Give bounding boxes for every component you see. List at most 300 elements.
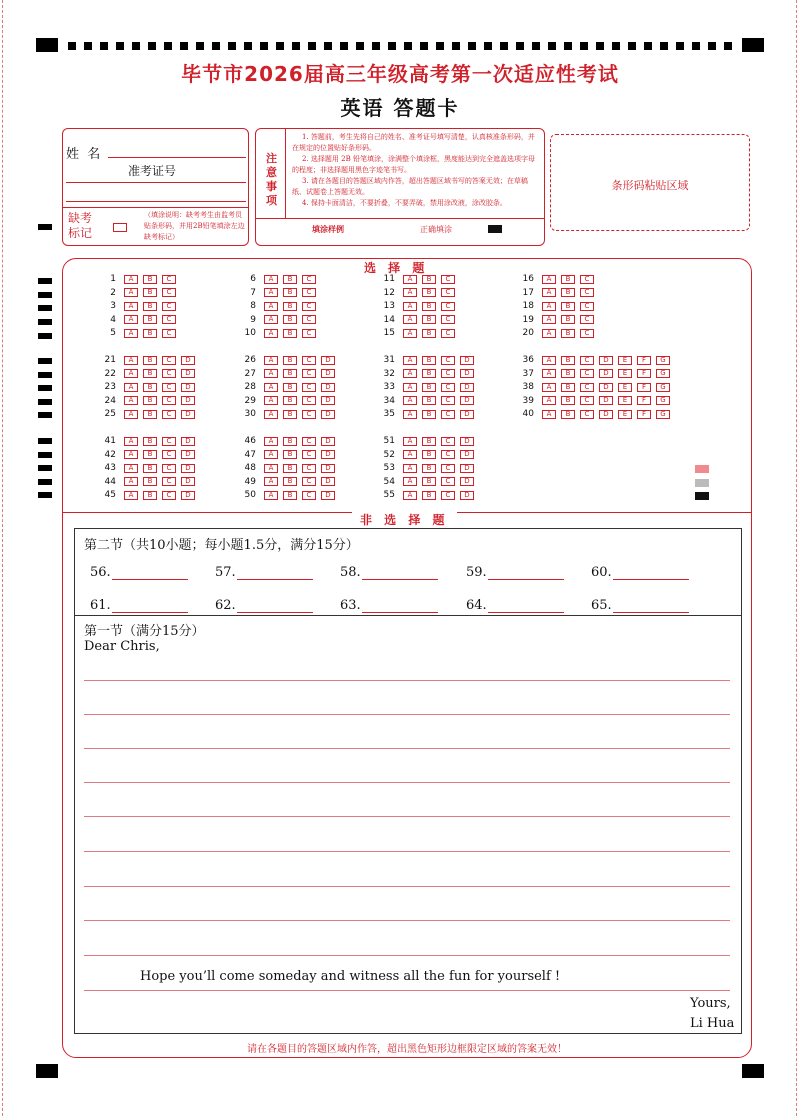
blank-answer-line[interactable]	[112, 579, 188, 580]
mc-question-row	[94, 436, 200, 449]
timing-dash	[68, 42, 76, 50]
answer-bubble-49-D[interactable]: D	[321, 477, 335, 486]
answer-bubble-23-A[interactable]: A	[124, 383, 138, 392]
answer-bubble-2-A[interactable]: A	[124, 288, 138, 297]
answer-bubble-41-D[interactable]: D	[181, 437, 195, 446]
answer-bubble-3-A[interactable]: A	[124, 302, 138, 311]
answer-bubble-37-G[interactable]: G	[656, 369, 670, 378]
absent-note: （填涂说明：缺考考生由监考员贴条形码，并用2B铅笔填涂左边缺考标记）	[144, 211, 245, 241]
answer-bubble-46-C[interactable]: C	[302, 437, 316, 446]
answer-bubble-50-A[interactable]: A	[264, 491, 278, 500]
left-timing-mark	[38, 278, 52, 284]
answer-bubble-31-D[interactable]: D	[460, 356, 474, 365]
answer-bubble-38-G[interactable]: G	[656, 383, 670, 392]
answer-bubble-22-D[interactable]: D	[181, 369, 195, 378]
answer-bubble-40-D[interactable]: D	[599, 410, 613, 419]
answer-bubble-27-D[interactable]: D	[321, 369, 335, 378]
answer-bubble-11-C[interactable]: C	[441, 275, 455, 284]
answer-bubble-39-G[interactable]: G	[656, 396, 670, 405]
mc-question-row	[512, 355, 675, 368]
exam-id-label: 准考证号	[128, 164, 177, 178]
absent-mark-box[interactable]	[113, 223, 127, 232]
mc-question-row	[512, 409, 675, 422]
answer-bubble-35-B[interactable]: B	[422, 410, 436, 419]
letter-greeting: Dear Chris,	[84, 639, 160, 654]
answer-bubble-53-C[interactable]: C	[441, 464, 455, 473]
answer-bubble-37-E[interactable]: E	[618, 369, 632, 378]
answer-bubble-24-D[interactable]: D	[181, 396, 195, 405]
answer-bubble-50-C[interactable]: C	[302, 491, 316, 500]
answer-bubble-11-B[interactable]: B	[422, 275, 436, 284]
answer-bubble-15-B[interactable]: B	[422, 329, 436, 338]
answer-bubble-53-D[interactable]: D	[460, 464, 474, 473]
answer-bubble-4-C[interactable]: C	[162, 315, 176, 324]
mc-question-row	[94, 490, 200, 503]
answer-bubble-41-A[interactable]: A	[124, 437, 138, 446]
answer-bubble-33-D[interactable]: D	[460, 383, 474, 392]
answer-bubble-44-B[interactable]: B	[143, 477, 157, 486]
answer-bubble-48-D[interactable]: D	[321, 464, 335, 473]
answer-bubble-7-C[interactable]: C	[302, 288, 316, 297]
answer-bubble-33-B[interactable]: B	[422, 383, 436, 392]
answer-bubble-38-F[interactable]: F	[637, 383, 651, 392]
answer-bubble-17-C[interactable]: C	[580, 288, 594, 297]
answer-bubble-55-C[interactable]: C	[441, 491, 455, 500]
answer-bubble-46-D[interactable]: D	[321, 437, 335, 446]
answer-bubble-12-C[interactable]: C	[441, 288, 455, 297]
answer-bubble-26-C[interactable]: C	[302, 356, 316, 365]
answer-bubble-14-B[interactable]: B	[422, 315, 436, 324]
answer-bubble-36-F[interactable]: F	[637, 356, 651, 365]
answer-bubble-16-A[interactable]: A	[542, 275, 556, 284]
letter-signoff: Yours,	[690, 996, 731, 1011]
left-edge-guide	[2, 0, 3, 1116]
answer-bubble-44-D[interactable]: D	[181, 477, 195, 486]
answer-bubble-24-C[interactable]: C	[162, 396, 176, 405]
writing-line[interactable]	[84, 920, 730, 921]
answer-bubble-26-A[interactable]: A	[264, 356, 278, 365]
timing-dash	[660, 42, 668, 50]
answer-bubble-17-A[interactable]: A	[542, 288, 556, 297]
answer-bubble-39-F[interactable]: F	[637, 396, 651, 405]
answer-bubble-37-F[interactable]: F	[637, 369, 651, 378]
answer-bubble-25-A[interactable]: A	[124, 410, 138, 419]
answer-bubble-35-D[interactable]: D	[460, 410, 474, 419]
answer-bubble-44-A[interactable]: A	[124, 477, 138, 486]
answer-bubble-3-C[interactable]: C	[162, 302, 176, 311]
answer-bubble-15-C[interactable]: C	[441, 329, 455, 338]
answer-bubble-45-D[interactable]: D	[181, 491, 195, 500]
mc-question-number: 10	[244, 328, 256, 338]
blank-answer-line[interactable]	[362, 612, 438, 613]
mc-question-number: 32	[383, 368, 395, 379]
answer-bubble-31-C[interactable]: C	[441, 356, 455, 365]
answer-bubble-36-C[interactable]: C	[580, 356, 594, 365]
timing-dash	[436, 42, 444, 50]
answer-bubble-29-D[interactable]: D	[321, 396, 335, 405]
blank-answer-line[interactable]	[112, 612, 188, 613]
answer-bubble-3-B[interactable]: B	[143, 302, 157, 311]
answer-bubble-40-E[interactable]: E	[618, 410, 632, 419]
answer-bubble-47-A[interactable]: A	[264, 450, 278, 459]
answer-bubble-4-A[interactable]: A	[124, 315, 138, 324]
timing-dash	[612, 42, 620, 50]
answer-bubble-48-B[interactable]: B	[283, 464, 297, 473]
section2-box	[74, 528, 742, 1034]
answer-bubble-40-F[interactable]: F	[637, 410, 651, 419]
mc-question-number: 49	[244, 476, 256, 487]
mc-question-number: 53	[383, 463, 395, 473]
answer-bubble-34-D[interactable]: D	[460, 396, 474, 405]
answer-bubble-47-C[interactable]: C	[302, 450, 316, 459]
mc-question-row	[512, 369, 675, 382]
blank-answer-line[interactable]	[362, 579, 438, 580]
blank-answer-line[interactable]	[613, 612, 689, 613]
answer-bubble-16-C[interactable]: C	[580, 275, 594, 284]
mc-question-row	[373, 477, 479, 490]
answer-bubble-6-B[interactable]: B	[283, 275, 297, 284]
answer-bubble-38-D[interactable]: D	[599, 383, 613, 392]
answer-bubble-54-C[interactable]: C	[441, 477, 455, 486]
answer-bubble-45-C[interactable]: C	[162, 491, 176, 500]
answer-bubble-45-B[interactable]: B	[143, 491, 157, 500]
answer-bubble-53-B[interactable]: B	[422, 464, 436, 473]
answer-bubble-22-A[interactable]: A	[124, 369, 138, 378]
blank-answer-line[interactable]	[613, 579, 689, 580]
answer-bubble-28-A[interactable]: A	[264, 383, 278, 392]
mc-question-number: 6	[250, 274, 256, 284]
answer-bubble-15-A[interactable]: A	[403, 329, 417, 338]
answer-bubble-19-C[interactable]: C	[580, 315, 594, 324]
answer-bubble-43-B[interactable]: B	[143, 464, 157, 473]
mc-question-row	[373, 463, 479, 476]
answer-bubble-2-C[interactable]: C	[162, 288, 176, 297]
answer-bubble-24-A[interactable]: A	[124, 396, 138, 405]
answer-bubble-51-A[interactable]: A	[403, 437, 417, 446]
timing-dash	[260, 42, 268, 50]
answer-bubble-18-A[interactable]: A	[542, 302, 556, 311]
blank-answer-line[interactable]	[237, 612, 313, 613]
answer-bubble-52-A[interactable]: A	[403, 450, 417, 459]
answer-bubble-32-D[interactable]: D	[460, 369, 474, 378]
answer-bubble-18-C[interactable]: C	[580, 302, 594, 311]
mc-question-row	[94, 328, 181, 341]
writing-line[interactable]	[84, 851, 730, 852]
answer-bubble-52-B[interactable]: B	[422, 450, 436, 459]
answer-bubble-1-A[interactable]: A	[124, 275, 138, 284]
answer-bubble-12-A[interactable]: A	[403, 288, 417, 297]
answer-bubble-39-B[interactable]: B	[561, 396, 575, 405]
blank-answer-line[interactable]	[488, 612, 564, 613]
answer-bubble-51-D[interactable]: D	[460, 437, 474, 446]
mc-question-number: 20	[522, 328, 534, 338]
answer-bubble-25-B[interactable]: B	[143, 410, 157, 419]
answer-bubble-48-C[interactable]: C	[302, 464, 316, 473]
answer-bubble-27-A[interactable]: A	[264, 369, 278, 378]
answer-bubble-43-A[interactable]: A	[124, 464, 138, 473]
writing-line[interactable]	[84, 955, 730, 956]
answer-bubble-36-D[interactable]: D	[599, 356, 613, 365]
answer-bubble-27-C[interactable]: C	[302, 369, 316, 378]
answer-bubble-25-D[interactable]: D	[181, 410, 195, 419]
writing-line[interactable]	[84, 990, 730, 991]
answer-bubble-39-D[interactable]: D	[599, 396, 613, 405]
answer-bubble-28-B[interactable]: B	[283, 383, 297, 392]
answer-bubble-55-A[interactable]: A	[403, 491, 417, 500]
answer-bubble-11-A[interactable]: A	[403, 275, 417, 284]
answer-bubble-52-D[interactable]: D	[460, 450, 474, 459]
answer-bubble-39-C[interactable]: C	[580, 396, 594, 405]
answer-bubble-20-B[interactable]: B	[561, 329, 575, 338]
mc-question-row	[234, 450, 340, 463]
writing-line[interactable]	[84, 748, 730, 749]
answer-bubble-44-C[interactable]: C	[162, 477, 176, 486]
answer-bubble-55-B[interactable]: B	[422, 491, 436, 500]
mc-question-number: 25	[104, 409, 116, 419]
mc-question-number: 31	[383, 355, 395, 365]
answer-bubble-45-A[interactable]: A	[124, 491, 138, 500]
answer-bubble-46-A[interactable]: A	[264, 437, 278, 446]
answer-bubble-38-C[interactable]: C	[580, 383, 594, 392]
answer-bubble-42-B[interactable]: B	[143, 450, 157, 459]
answer-bubble-23-C[interactable]: C	[162, 383, 176, 392]
mc-question-row	[94, 382, 200, 395]
answer-bubble-2-B[interactable]: B	[143, 288, 157, 297]
answer-bubble-55-D[interactable]: D	[460, 491, 474, 500]
answer-bubble-1-C[interactable]: C	[162, 275, 176, 284]
section1-title: 第一节（满分15分）	[84, 624, 205, 639]
answer-bubble-34-B[interactable]: B	[422, 396, 436, 405]
mc-question-number: 2	[110, 287, 116, 298]
timing-dash	[116, 42, 124, 50]
answer-bubble-31-A[interactable]: A	[403, 356, 417, 365]
answer-bubble-36-E[interactable]: E	[618, 356, 632, 365]
answer-bubble-9-A[interactable]: A	[264, 315, 278, 324]
answer-bubble-47-D[interactable]: D	[321, 450, 335, 459]
timing-dash	[596, 42, 604, 50]
right-edge-guide	[796, 0, 797, 1116]
answer-bubble-40-C[interactable]: C	[580, 410, 594, 419]
answer-bubble-35-C[interactable]: C	[441, 410, 455, 419]
answer-bubble-29-C[interactable]: C	[302, 396, 316, 405]
answer-bubble-22-B[interactable]: B	[143, 369, 157, 378]
answer-bubble-13-A[interactable]: A	[403, 302, 417, 311]
answer-bubble-34-C[interactable]: C	[441, 396, 455, 405]
answer-bubble-38-A[interactable]: A	[542, 383, 556, 392]
timing-dash	[724, 42, 732, 50]
answer-bubble-4-B[interactable]: B	[143, 315, 157, 324]
answer-bubble-14-A[interactable]: A	[403, 315, 417, 324]
mc-question-row	[512, 315, 599, 328]
answer-bubble-53-A[interactable]: A	[403, 464, 417, 473]
answer-bubble-50-B[interactable]: B	[283, 491, 297, 500]
answer-bubble-6-C[interactable]: C	[302, 275, 316, 284]
answer-bubble-51-B[interactable]: B	[422, 437, 436, 446]
answer-bubble-5-B[interactable]: B	[143, 329, 157, 338]
answer-bubble-54-D[interactable]: D	[460, 477, 474, 486]
answer-bubble-35-A[interactable]: A	[403, 410, 417, 419]
mc-question-number: 8	[250, 301, 256, 311]
answer-bubble-42-D[interactable]: D	[181, 450, 195, 459]
answer-bubble-28-C[interactable]: C	[302, 383, 316, 392]
mc-question-number: 22	[104, 368, 116, 379]
answer-bubble-30-D[interactable]: D	[321, 410, 335, 419]
timing-dash	[148, 42, 156, 50]
answer-bubble-7-A[interactable]: A	[264, 288, 278, 297]
answer-bubble-30-B[interactable]: B	[283, 410, 297, 419]
answer-bubble-32-C[interactable]: C	[441, 369, 455, 378]
answer-bubble-7-B[interactable]: B	[283, 288, 297, 297]
answer-bubble-34-A[interactable]: A	[403, 396, 417, 405]
answer-bubble-5-C[interactable]: C	[162, 329, 176, 338]
answer-bubble-21-D[interactable]: D	[181, 356, 195, 365]
answer-bubble-29-A[interactable]: A	[264, 396, 278, 405]
answer-bubble-49-C[interactable]: C	[302, 477, 316, 486]
answer-bubble-43-C[interactable]: C	[162, 464, 176, 473]
answer-bubble-49-A[interactable]: A	[264, 477, 278, 486]
answer-bubble-21-A[interactable]: A	[124, 356, 138, 365]
answer-bubble-23-D[interactable]: D	[181, 383, 195, 392]
left-timing-mark	[38, 358, 52, 364]
writing-line[interactable]	[84, 680, 730, 681]
blank-number: 62.	[215, 598, 236, 613]
writing-line[interactable]	[84, 714, 730, 715]
answer-bubble-42-C[interactable]: C	[162, 450, 176, 459]
answer-bubble-10-C[interactable]: C	[302, 329, 316, 338]
mc-question-number: 42	[104, 449, 116, 460]
answer-bubble-36-G[interactable]: G	[656, 356, 670, 365]
answer-bubble-24-B[interactable]: B	[143, 396, 157, 405]
mc-question-number: 45	[104, 490, 116, 500]
writing-line[interactable]	[84, 816, 730, 817]
answer-bubble-40-B[interactable]: B	[561, 410, 575, 419]
answer-bubble-36-B[interactable]: B	[561, 356, 575, 365]
mc-question-number: 28	[244, 382, 256, 392]
answer-bubble-48-A[interactable]: A	[264, 464, 278, 473]
writing-line[interactable]	[84, 886, 730, 887]
answer-bubble-32-A[interactable]: A	[403, 369, 417, 378]
answer-bubble-14-C[interactable]: C	[441, 315, 455, 324]
mc-question-number: 21	[104, 355, 116, 365]
mc-question-row	[512, 274, 599, 287]
answer-bubble-16-B[interactable]: B	[561, 275, 575, 284]
answer-bubble-6-A[interactable]: A	[264, 275, 278, 284]
answer-bubble-47-B[interactable]: B	[283, 450, 297, 459]
answer-bubble-42-A[interactable]: A	[124, 450, 138, 459]
section-divider	[74, 615, 742, 616]
answer-bubble-54-B[interactable]: B	[422, 477, 436, 486]
answer-bubble-20-A[interactable]: A	[542, 329, 556, 338]
answer-bubble-22-C[interactable]: C	[162, 369, 176, 378]
answer-bubble-41-B[interactable]: B	[143, 437, 157, 446]
timing-dash	[132, 42, 140, 50]
answer-bubble-37-D[interactable]: D	[599, 369, 613, 378]
answer-bubble-37-B[interactable]: B	[561, 369, 575, 378]
answer-bubble-43-D[interactable]: D	[181, 464, 195, 473]
mc-question-row	[94, 355, 200, 368]
answer-bubble-32-B[interactable]: B	[422, 369, 436, 378]
answer-bubble-12-B[interactable]: B	[422, 288, 436, 297]
timing-dash	[484, 42, 492, 50]
answer-bubble-10-A[interactable]: A	[264, 329, 278, 338]
mc-question-row	[234, 301, 321, 314]
mc-question-row	[373, 409, 479, 422]
answer-bubble-27-B[interactable]: B	[283, 369, 297, 378]
answer-bubble-9-C[interactable]: C	[302, 315, 316, 324]
answer-bubble-31-B[interactable]: B	[422, 356, 436, 365]
answer-bubble-5-A[interactable]: A	[124, 329, 138, 338]
answer-bubble-38-B[interactable]: B	[561, 383, 575, 392]
answer-bubble-36-A[interactable]: A	[542, 356, 556, 365]
answer-bubble-38-E[interactable]: E	[618, 383, 632, 392]
answer-bubble-29-B[interactable]: B	[283, 396, 297, 405]
mc-question-number: 11	[383, 274, 395, 284]
answer-bubble-51-C[interactable]: C	[441, 437, 455, 446]
writing-line[interactable]	[84, 782, 730, 783]
answer-bubble-26-B[interactable]: B	[283, 356, 297, 365]
answer-bubble-39-A[interactable]: A	[542, 396, 556, 405]
answer-bubble-30-C[interactable]: C	[302, 410, 316, 419]
answer-bubble-1-B[interactable]: B	[143, 275, 157, 284]
answer-bubble-33-C[interactable]: C	[441, 383, 455, 392]
answer-bubble-40-A[interactable]: A	[542, 410, 556, 419]
answer-bubble-39-E[interactable]: E	[618, 396, 632, 405]
answer-bubble-50-D[interactable]: D	[321, 491, 335, 500]
answer-bubble-17-B[interactable]: B	[561, 288, 575, 297]
card-subtitle: 英语 答题卡	[340, 96, 460, 120]
answer-bubble-10-B[interactable]: B	[283, 329, 297, 338]
blank-answer-line[interactable]	[237, 579, 313, 580]
answer-bubble-26-D[interactable]: D	[321, 356, 335, 365]
answer-bubble-18-B[interactable]: B	[561, 302, 575, 311]
blank-answer-line[interactable]	[488, 579, 564, 580]
answer-bubble-9-B[interactable]: B	[283, 315, 297, 324]
timing-dash	[420, 42, 428, 50]
answer-bubble-20-C[interactable]: C	[580, 329, 594, 338]
answer-bubble-21-C[interactable]: C	[162, 356, 176, 365]
answer-bubble-8-C[interactable]: C	[302, 302, 316, 311]
mc-question-row	[234, 369, 340, 382]
answer-bubble-33-A[interactable]: A	[403, 383, 417, 392]
answer-bubble-52-C[interactable]: C	[441, 450, 455, 459]
mc-question-row	[94, 463, 200, 476]
answer-bubble-19-A[interactable]: A	[542, 315, 556, 324]
timing-dash	[404, 42, 412, 50]
answer-bubble-46-B[interactable]: B	[283, 437, 297, 446]
timing-dash	[516, 42, 524, 50]
answer-bubble-19-B[interactable]: B	[561, 315, 575, 324]
answer-bubble-41-C[interactable]: C	[162, 437, 176, 446]
notice-item: 4. 保持卡面清洁，不要折叠，不要弄破，禁用涂改液，涂改胶条。	[302, 199, 507, 207]
answer-bubble-23-B[interactable]: B	[143, 383, 157, 392]
left-timing-mark	[38, 224, 52, 230]
answer-bubble-21-B[interactable]: B	[143, 356, 157, 365]
mc-question-row	[234, 382, 340, 395]
answer-bubble-49-B[interactable]: B	[283, 477, 297, 486]
answer-bubble-8-A[interactable]: A	[264, 302, 278, 311]
answer-bubble-25-C[interactable]: C	[162, 410, 176, 419]
answer-bubble-40-G[interactable]: G	[656, 410, 670, 419]
answer-bubble-54-A[interactable]: A	[403, 477, 417, 486]
answer-bubble-37-C[interactable]: C	[580, 369, 594, 378]
answer-bubble-8-B[interactable]: B	[283, 302, 297, 311]
answer-bubble-30-A[interactable]: A	[264, 410, 278, 419]
answer-bubble-13-C[interactable]: C	[441, 302, 455, 311]
mc-question-row	[234, 328, 321, 341]
answer-bubble-13-B[interactable]: B	[422, 302, 436, 311]
answer-bubble-37-A[interactable]: A	[542, 369, 556, 378]
answer-bubble-28-D[interactable]: D	[321, 383, 335, 392]
